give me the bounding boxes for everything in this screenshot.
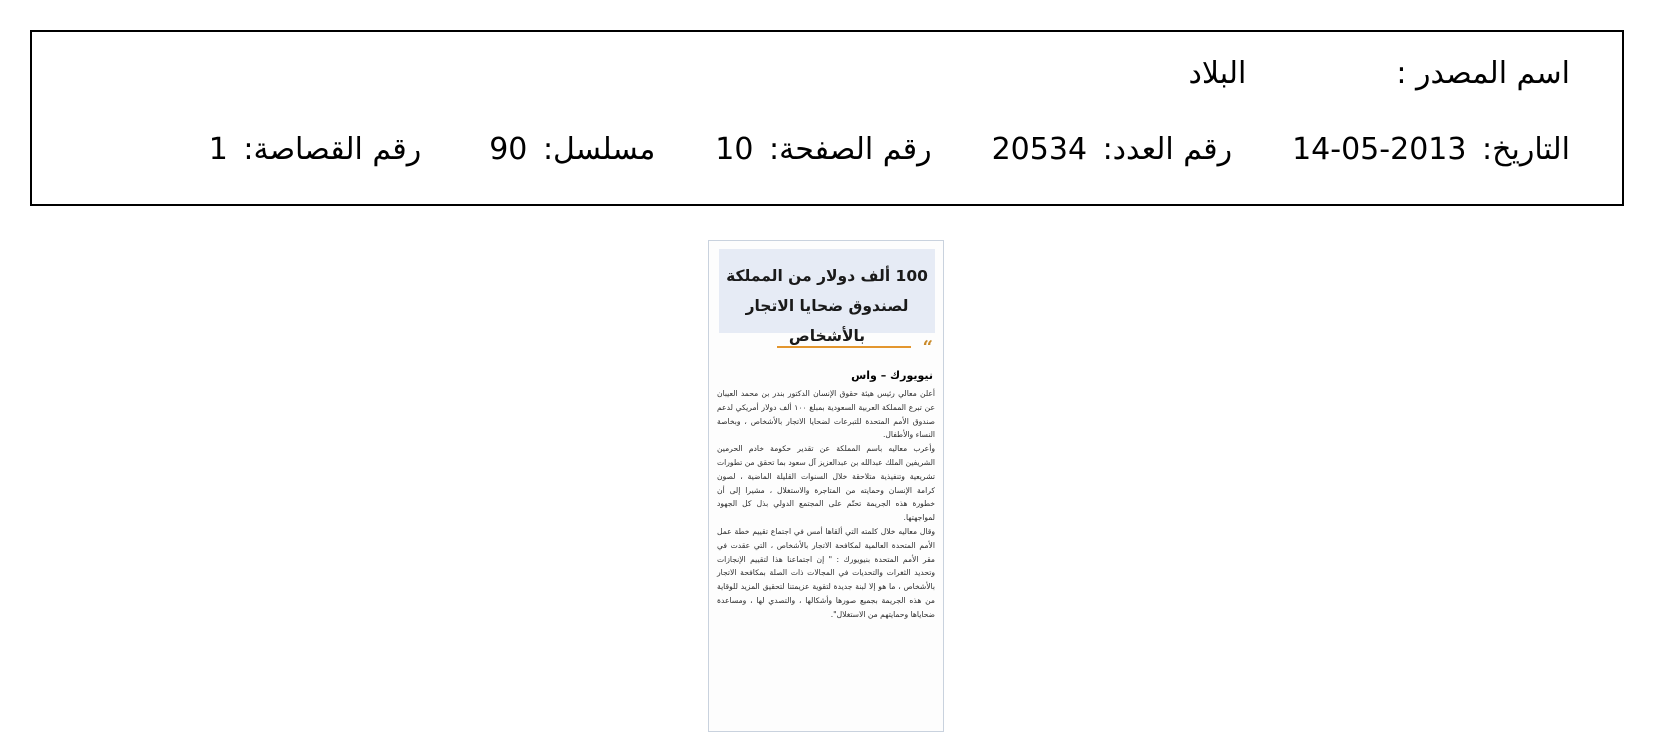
details-row — [209, 130, 1570, 170]
clip-number-value: 1 — [208, 132, 228, 167]
clip-number-label: رقم القصاصة: — [243, 132, 422, 167]
headline-divider — [777, 346, 911, 348]
body-paragraph: وقال معاليه خلال كلمته التي ألقاها أمس في اجتماع تقييم خطة عمل الأمم المتحدة العالمية لمكافحة الاتجار بالأشخاص ، التي عقدت في مقر الأمم المتحدة بنيويورك : " إن اجتماعنا هذا لتقييم الإنجازات وتحديد الثغرات والتحديات في المجالات ذات الصلة بمكافحة الاتجار بالأشخاص ، ما هو إلا لبنة جديدة لتقوية عزيمتنا لتحقيق المزيد للوقاية من هذه الجريمة بجميع صورها وأشكالها ، والتصدي لها ، ومساعدة ضحاياها وحمايتهم من الاستغلال". — [717, 526, 935, 619]
clipping-body — [717, 387, 935, 622]
page-value: 10 — [715, 132, 754, 167]
clipping-byline: نيويورك – واس — [851, 369, 933, 382]
date-field — [1292, 130, 1570, 170]
issue-field — [992, 130, 1232, 170]
headline-line-1: 100 ألف دولار من المملكة — [726, 267, 928, 285]
serial-field — [489, 130, 655, 170]
date-value: 2013-05-14 — [1292, 132, 1467, 167]
issue-label: رقم العدد: — [1102, 132, 1233, 167]
source-row — [1189, 54, 1570, 94]
clipping-headline — [719, 249, 935, 345]
source-value: البلاد — [1188, 56, 1247, 91]
source-label: اسم المصدر : — [1396, 56, 1570, 91]
clipping-info-box — [30, 30, 1624, 206]
serial-label: مسلسل: — [542, 132, 656, 167]
serial-value: 90 — [489, 132, 528, 167]
date-label: التاريخ: — [1482, 132, 1570, 167]
page-label: رقم الصفحة: — [769, 132, 932, 167]
body-paragraph: أعلن معالي رئيس هيئة حقوق الإنسان الدكتور بندر بن محمد العيبان عن تبرع المملكة العربية السعودية بمبلغ ١٠٠ ألف دولار أمريكي لدعم صندوق الأمم المتحدة للتبرعات لضحايا الاتجار بالأشخاص ، وبخاصة النساء والأطفال. — [717, 389, 935, 440]
issue-value: 20534 — [991, 132, 1088, 167]
clip-number-field — [209, 130, 421, 170]
page-field — [715, 130, 931, 170]
newspaper-clipping — [708, 240, 944, 732]
body-paragraph: وأعرب معاليه باسم المملكة عن تقدير حكومة خادم الحرمين الشريفين الملك عبدالله بن عبدالعزيز آل سعود بما تحقق من تطورات تشريعية وتنفيذية متلاحقة خلال السنوات القليلة الماضية ، لصون كرامة الإنسان وحمايته من المتاجرة والاستغلال ، مشيرا إلى أن خطورة هذه الجريمة تحتّم على المجتمع الدولي بذل كل الجهود لمواجهتها. — [717, 444, 935, 523]
headline-line-2: لصندوق ضحايا الاتجار بالأشخاص — [745, 297, 909, 345]
quote-mark-icon: “ — [922, 337, 933, 358]
